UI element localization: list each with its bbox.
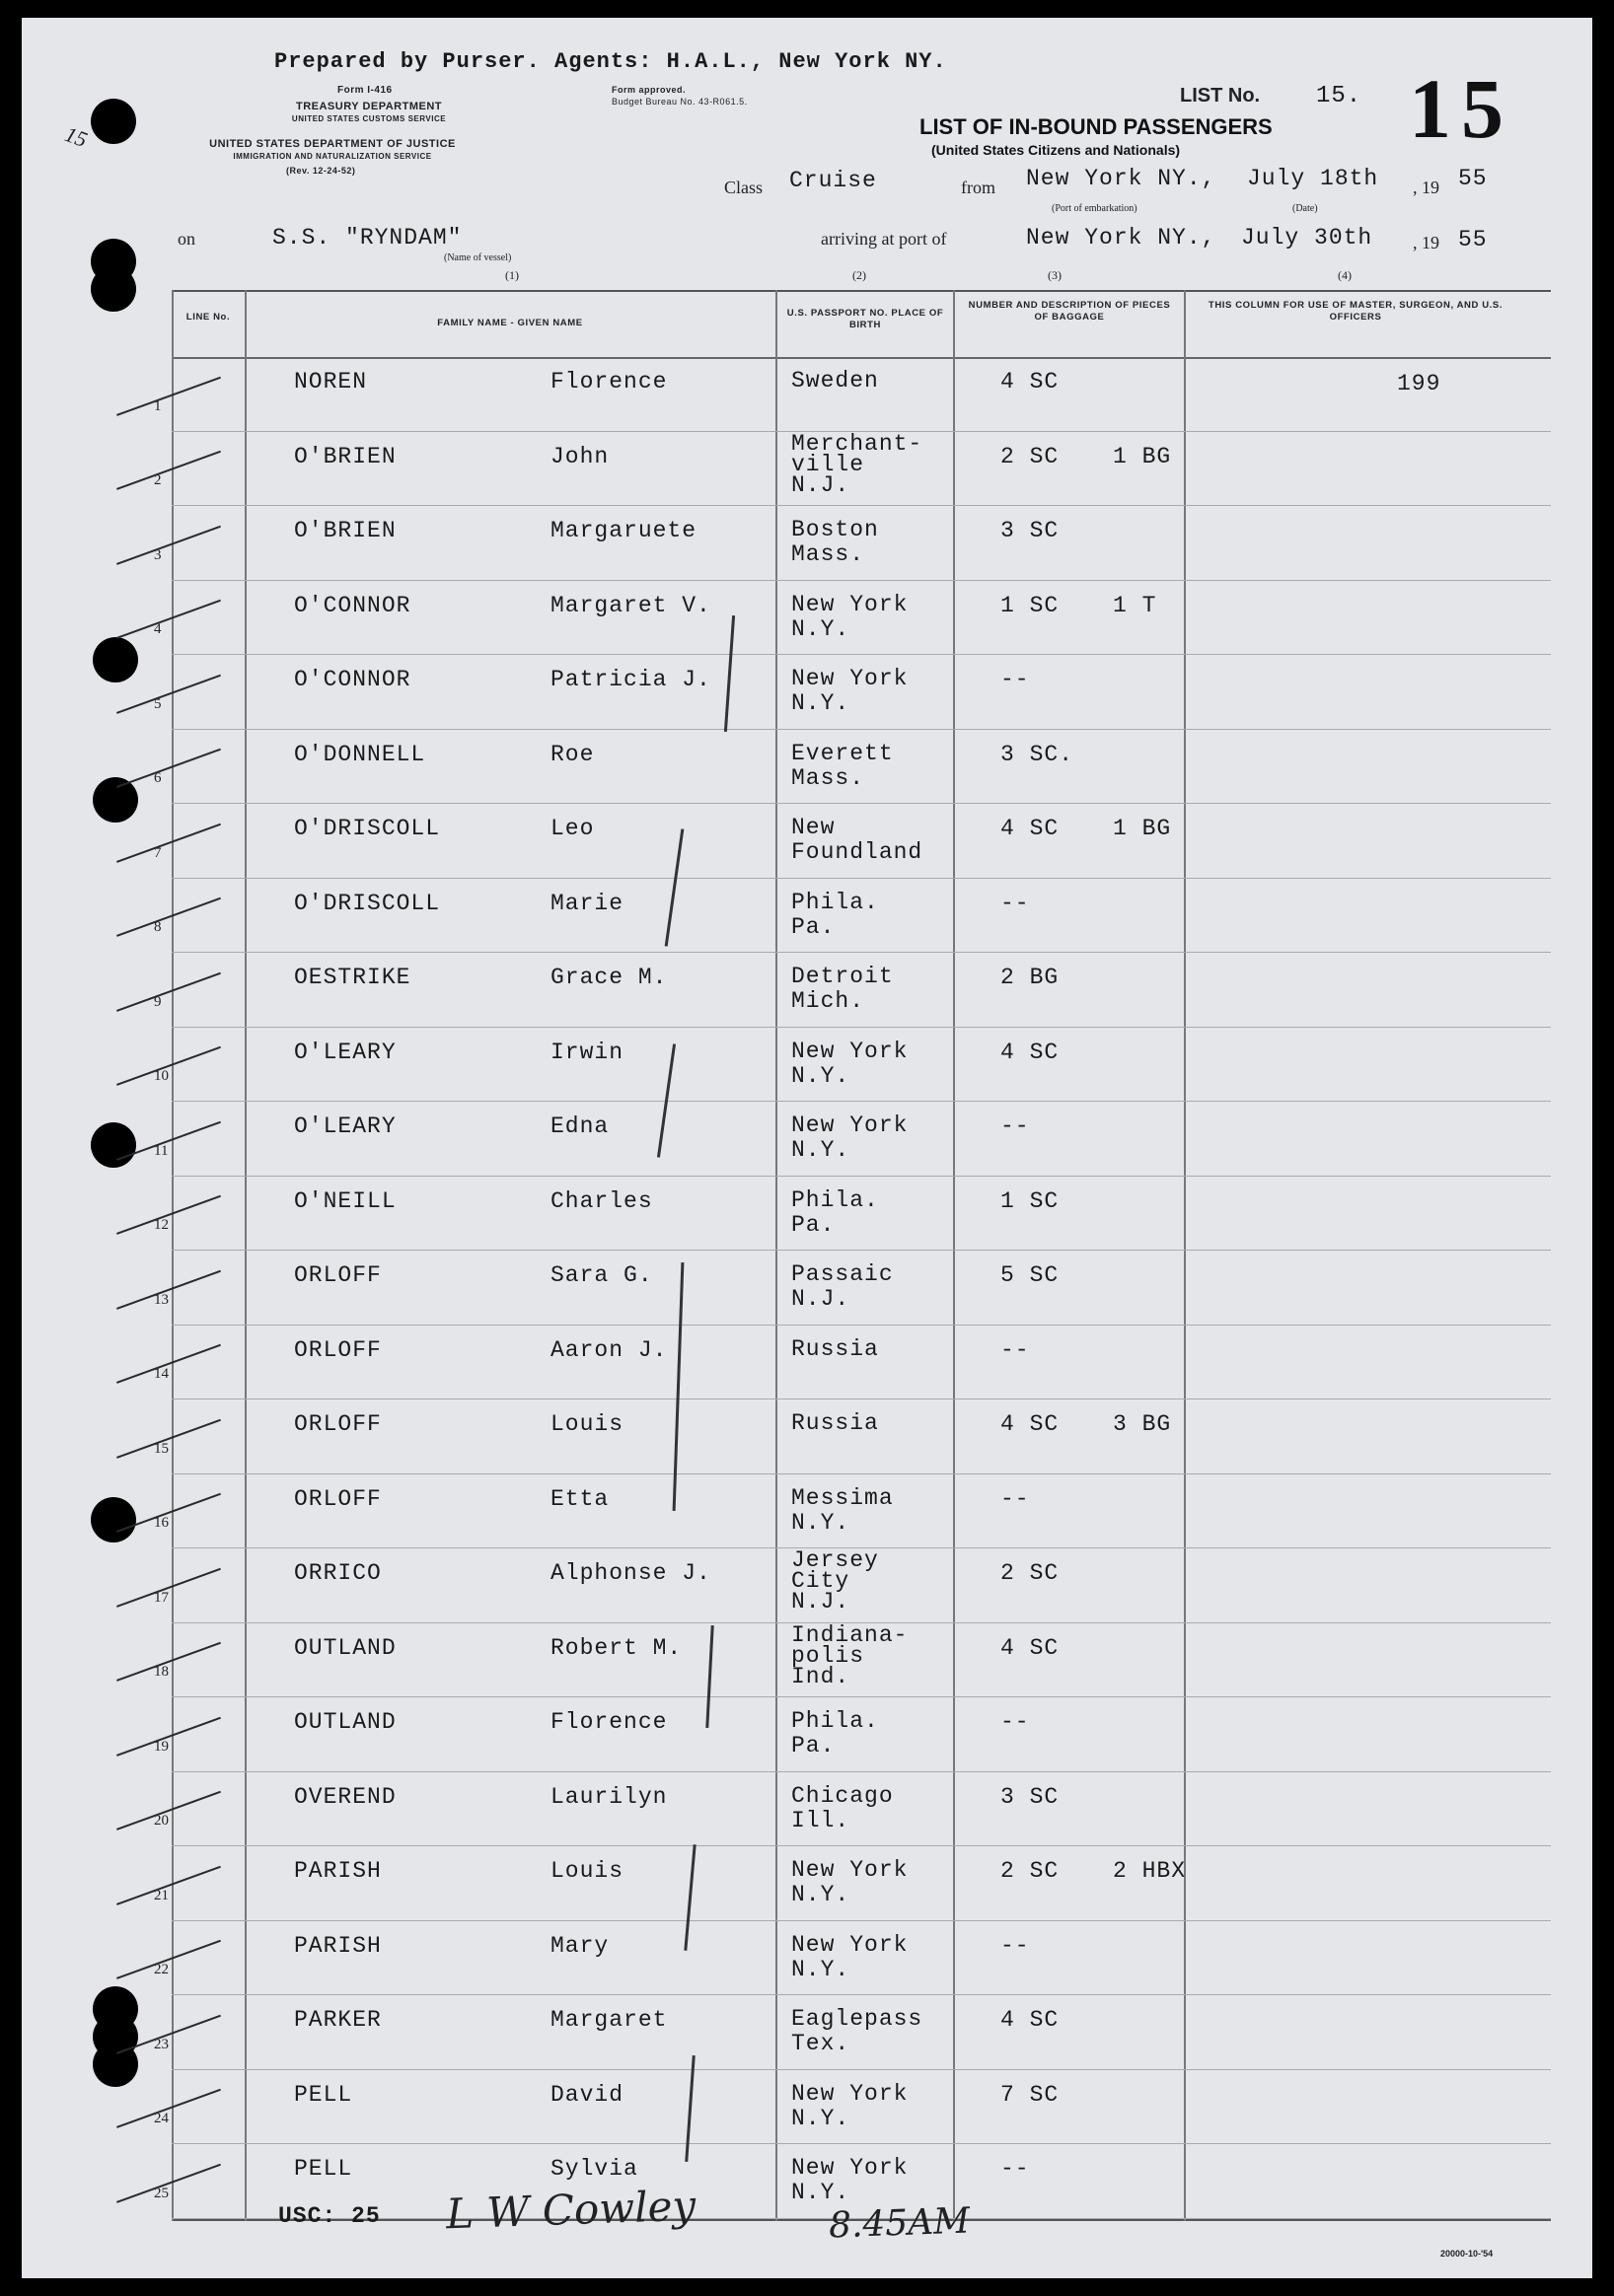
table-row [154,1772,1551,1847]
given-name: Grace M. [550,965,668,990]
table-row [154,2070,1551,2145]
from-date: July 18th [1247,166,1379,191]
baggage-primary: 4 SC [1000,1411,1060,1437]
place-of-birth: Merchant- ville N.J. [791,430,923,498]
line-number: 22 [154,1962,169,1977]
family-name: ORLOFF [294,1485,382,1512]
line-number: 14 [154,1366,169,1382]
place-of-birth: Sweden [791,368,879,394]
punch-hole [91,99,136,144]
check-mark [116,525,221,564]
place-of-birth: Messima N.Y. [791,1484,894,1536]
list-no-label: LIST No. [1180,85,1261,107]
check-mark [116,451,221,490]
place-of-birth: Jersey City N.J. [791,1547,879,1614]
baggage-primary: 4 SC [1000,1039,1060,1065]
column-number-1: (1) [505,268,519,282]
table-row [154,1846,1551,1921]
family-name: O'DRISCOLL [294,816,441,841]
place-of-birth: Boston Mass. [791,517,879,567]
treasury-dept: TREASURY DEPARTMENT [295,101,443,112]
table-row [154,1995,1551,2070]
punch-hole [93,637,138,682]
arrive-year-prefix: , 19 [1413,233,1439,252]
given-name: Sara G. [550,1262,653,1288]
place-of-birth: Detroit Mich. [791,964,894,1014]
print-code: 20000-10-'54 [1440,2249,1494,2259]
from-label: from [961,178,995,197]
from-year-prefix: , 19 [1413,178,1439,197]
line-number: 2 [154,472,162,488]
from-port: New York NY., [1026,166,1216,191]
table-row [154,506,1551,581]
customs-service: UNITED STATES CUSTOMS SERVICE [291,114,447,123]
baggage-primary: 1 SC [1000,1187,1060,1214]
family-name: O'LEARY [294,1039,397,1065]
column-number-4: (4) [1338,268,1352,282]
family-name: O'LEARY [294,1113,397,1139]
arriving-label: arriving at port of [821,229,947,249]
line-number: 21 [154,1887,169,1903]
margin-mark: 15 [61,121,91,153]
place-of-birth: Chicago Ill. [791,1782,894,1833]
prepared-by-line: Prepared by Purser. Agents: H.A.L., New York NY. [274,49,947,74]
line-number: 8 [154,919,162,935]
officer-note: 199 [1397,371,1441,396]
line-number: 12 [154,1217,169,1233]
place-of-birth: New York N.Y. [791,2155,909,2205]
given-name: Patricia J. [550,667,711,692]
table-row [154,1474,1551,1549]
line-number: 4 [154,621,162,637]
given-name: Margaruete [550,518,697,543]
baggage-primary: -- [1000,2156,1030,2182]
place-of-birth: New York N.Y. [791,591,909,642]
family-name: ORLOFF [294,1336,382,1363]
col-header-baggage: NUMBER AND DESCRIPTION OF PIECES OF BAGGAGE [968,300,1171,323]
table-row [154,730,1551,805]
place-of-birth: Russia [791,1335,879,1362]
punch-hole [91,1122,136,1168]
table-row [154,1621,1551,1698]
form-revision: (Rev. 12-24-52) [286,166,356,176]
family-name: PARKER [294,2007,382,2033]
table-row [154,1028,1551,1103]
budget-bureau: Budget Bureau No. 43-R061.5. [612,97,748,107]
check-mark [116,823,221,862]
given-name: Laurilyn [550,1783,668,1810]
arrive-date: July 30th [1241,225,1373,251]
list-no-value: 15. [1316,83,1362,109]
class-value: Cruise [789,168,877,193]
punch-hole [93,777,138,823]
check-mark [116,600,221,639]
signature-time: 8.45AM [828,2200,971,2247]
place-of-birth: New York N.Y. [791,1038,909,1089]
given-name: Irwin [550,1039,624,1065]
family-name: O'CONNOR [294,592,411,618]
table-row [154,655,1551,730]
list-title: LIST OF IN-BOUND PASSENGERS [919,114,1273,139]
baggage-primary: -- [1000,890,1030,916]
baggage-primary: 1 SC [1000,592,1060,618]
place-of-birth: New York N.Y. [791,1857,909,1907]
baggage-primary: 2 SC [1000,1858,1060,1884]
line-number: 20 [154,1813,169,1829]
given-name: Leo [550,816,595,841]
family-name: OUTLAND [294,1709,397,1735]
line-number: 11 [154,1142,169,1159]
table-row [154,581,1551,656]
given-name: Roe [550,741,595,767]
passenger-table [154,290,1551,2225]
table-row [154,804,1551,879]
line-number: 3 [154,546,162,563]
table-row [154,430,1551,507]
table-row [154,1399,1551,1474]
table-top-border [172,290,1551,292]
baggage-secondary: 1 BG [1113,816,1172,841]
line-number: 9 [154,993,162,1010]
given-name: Charles [550,1187,653,1214]
family-name: O'BRIEN [294,518,397,543]
table-row [154,1102,1551,1177]
given-name: David [550,2081,624,2108]
place-of-birth: Phila. Pa. [791,1708,879,1758]
table-row [154,357,1551,432]
table-row [154,1697,1551,1772]
place-of-birth: Phila. Pa. [791,1186,879,1238]
line-number: 19 [154,1738,169,1755]
line-number: 5 [154,695,162,712]
family-name: OUTLAND [294,1634,397,1661]
line-number: 6 [154,770,162,786]
place-of-birth: Russia [791,1410,879,1436]
punch-hole [91,266,136,312]
on-label: on [178,229,195,249]
line-number: 16 [154,1515,169,1531]
given-name: Sylvia [550,2156,638,2182]
given-name: Florence [550,369,668,395]
family-name: OVEREND [294,1783,397,1810]
table-row [154,1177,1551,1252]
table-row [154,953,1551,1028]
line-number: 18 [154,1664,169,1680]
baggage-primary: -- [1000,1485,1030,1512]
baggage-primary: 5 SC [1000,1262,1060,1288]
place-of-birth: New York N.Y. [791,2080,909,2131]
arrive-port: New York NY., [1026,225,1216,251]
baggage-primary: -- [1000,1709,1030,1735]
column-number-3: (3) [1048,268,1062,282]
given-name: Robert M. [550,1634,683,1661]
check-mark [116,674,221,713]
line-number: 23 [154,2036,169,2052]
family-name: PELL [294,2156,353,2182]
line-number: 17 [154,1589,169,1606]
table-body [154,357,1551,2219]
table-row [154,1921,1551,1996]
given-name: Florence [550,1709,668,1735]
place-of-birth: Everett Mass. [791,740,894,791]
justice-dept: UNITED STATES DEPARTMENT OF JUSTICE [209,138,456,150]
family-name: O'DONNELL [294,741,426,767]
baggage-primary: -- [1000,1113,1030,1139]
baggage-primary: 4 SC [1000,369,1060,395]
baggage-secondary: 2 HBX [1113,1858,1187,1884]
family-name: ORLOFF [294,1262,382,1288]
given-name: Edna [550,1113,610,1139]
place-of-birth: New York N.Y. [791,666,909,716]
family-name: ORRICO [294,1560,382,1586]
family-name: ORLOFF [294,1411,382,1437]
col-header-line: LINE No. [185,312,231,323]
given-name: John [550,443,610,469]
baggage-secondary: 1 BG [1113,443,1172,469]
check-mark [116,749,221,788]
class-label: Class [724,178,764,197]
line-number: 25 [154,2185,169,2201]
given-name: Etta [550,1485,610,1512]
baggage-primary: 2 SC [1000,443,1060,469]
given-name: Louis [550,1858,624,1884]
punch-hole [91,1497,136,1543]
baggage-primary: 2 BG [1000,965,1060,990]
baggage-primary: -- [1000,1932,1030,1959]
column-number-2: (2) [852,268,866,282]
given-name: Mary [550,1932,610,1959]
date-caption: (Date) [1292,203,1318,214]
place-of-birth: New York N.Y. [791,1931,909,1982]
immigration-service: IMMIGRATION AND NATURALIZATION SERVICE [233,152,432,161]
col-header-name: FAMILY NAME - GIVEN NAME [437,318,583,328]
col-header-officers: THIS COLUMN FOR USE OF MASTER, SURGEON, AND U.S. OFFICERS [1208,300,1504,323]
family-name: O'NEILL [294,1187,397,1214]
baggage-primary: 7 SC [1000,2081,1060,2108]
form-approved: Form approved. [612,85,687,95]
form-number: Form I-416 [337,85,393,96]
line-number: 24 [154,2111,169,2126]
line-number: 13 [154,1291,169,1308]
baggage-primary: 3 SC [1000,518,1060,543]
baggage-primary: 4 SC [1000,816,1060,841]
col-header-passport: U.S. PASSPORT NO. PLACE OF BIRTH [786,308,944,330]
family-name: PARISH [294,1932,382,1959]
family-name: PELL [294,2081,353,2108]
given-name: Alphonse J. [550,1560,711,1586]
baggage-primary: 4 SC [1000,2007,1060,2033]
family-name: O'CONNOR [294,667,411,692]
line-number: 10 [154,1068,169,1084]
baggage-primary: -- [1000,1336,1030,1363]
baggage-primary: 4 SC [1000,1634,1060,1661]
family-name: NOREN [294,369,368,395]
place-of-birth: Passaic N.J. [791,1261,894,1312]
table-row [154,1326,1551,1400]
arrive-year-suffix: 55 [1458,227,1488,252]
document-page [22,18,1592,2278]
baggage-primary: 3 SC [1000,1783,1060,1810]
vessel-name: S.S. "RYNDAM" [272,225,463,251]
given-name: Marie [550,890,624,916]
baggage-secondary: 1 T [1113,592,1157,618]
page-number: 15 [1409,61,1513,156]
family-name: O'BRIEN [294,443,397,469]
table-row [154,1251,1551,1326]
port-caption: (Port of embarkation) [1052,203,1137,214]
from-year-suffix: 55 [1458,166,1488,191]
table-row [154,879,1551,954]
family-name: OESTRIKE [294,965,411,990]
family-name: PARISH [294,1858,382,1884]
family-name: O'DRISCOLL [294,890,441,916]
baggage-primary: -- [1000,667,1030,692]
check-mark [116,897,221,937]
check-mark [116,376,221,415]
baggage-primary: 2 SC [1000,1560,1060,1586]
place-of-birth: Indiana- polis Ind. [791,1621,909,1689]
place-of-birth: Phila. Pa. [791,889,879,940]
table-row [154,1547,1551,1623]
place-of-birth: New Foundland [791,815,923,865]
place-of-birth: New York N.Y. [791,1112,909,1163]
usc-count: USC: 25 [278,2203,381,2229]
baggage-primary: 3 SC. [1000,741,1074,767]
given-name: Aaron J. [550,1336,668,1363]
vessel-caption: (Name of vessel) [444,252,512,263]
check-mark [116,971,221,1011]
line-number: 7 [154,844,162,861]
list-subtitle: (United States Citizens and Nationals) [931,142,1181,158]
place-of-birth: Eaglepass Tex. [791,2006,923,2056]
line-number: 15 [154,1440,169,1457]
given-name: Margaret V. [550,592,711,618]
line-number: 1 [154,397,162,414]
given-name: Margaret [550,2007,668,2033]
purser-signature: L W Cowley [445,2181,697,2239]
given-name: Louis [550,1411,624,1437]
baggage-secondary: 3 BG [1113,1411,1172,1437]
